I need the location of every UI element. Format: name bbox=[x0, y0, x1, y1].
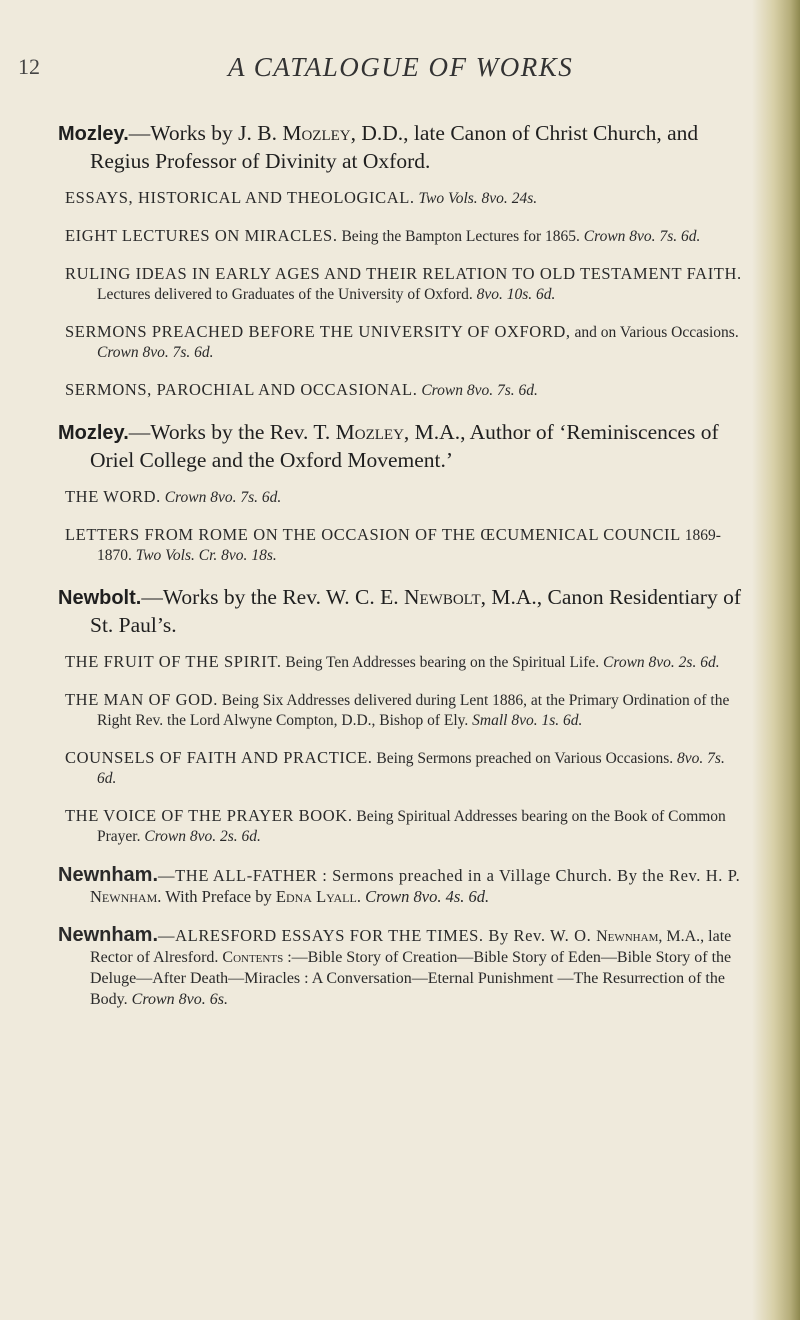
work-price: 10s. 6d. bbox=[506, 286, 556, 303]
work-price: 7s. 6d. bbox=[659, 228, 701, 245]
work-description: —THE ALL-FATHER : Sermons preached in a Village Church. By the Rev. H. P. bbox=[158, 866, 741, 885]
author-block-newnham-wo bbox=[58, 925, 746, 1010]
author-surname: Mozley. bbox=[58, 422, 129, 444]
page-header bbox=[0, 52, 800, 92]
work-entry bbox=[58, 226, 746, 247]
work-title: THE MAN OF GOD. bbox=[65, 690, 218, 709]
work-format: Crown 8vo. bbox=[164, 489, 237, 506]
work-entry bbox=[58, 322, 746, 363]
work-format: Crown 8vo. bbox=[421, 382, 494, 399]
author-block-mozley-jb bbox=[58, 120, 746, 401]
author-entry bbox=[58, 419, 746, 474]
page-number: 12 bbox=[18, 54, 40, 79]
work-description: 1869-1870. bbox=[97, 527, 721, 564]
work-description: —ALRESFORD ESSAYS FOR THE TIMES. By Rev. W. O. bbox=[158, 926, 597, 945]
work-description: Being Sermons preached on Various Occasions. bbox=[376, 750, 674, 767]
author-description: , M.A., Canon Residentiary of St. Paul’s. bbox=[90, 585, 741, 637]
author-description: , D.D., late Canon of Christ Church, and Regius Professor of Divinity at Oxford. bbox=[90, 121, 699, 173]
author-description: —Works by the Rev. T. bbox=[128, 420, 336, 444]
work-price: 6s. bbox=[209, 991, 228, 1008]
work-description: Being Ten Addresses bearing on the Spiritual Life. bbox=[285, 654, 600, 671]
running-title: A CATALOGUE OF WORKS bbox=[228, 52, 574, 82]
work-title: SERMONS, PAROCHIAL AND OCCASIONAL. bbox=[65, 380, 418, 399]
author-surname: Newbolt. bbox=[58, 587, 142, 609]
work-description: :—Bible Story of Creation—Bible Story of Eden—Bible Story of the Deluge—After Death—Miracles : A Conversation—Eternal Punishment —The Resurrection of the Body. bbox=[90, 949, 732, 1008]
work-description: Being Spiritual Addresses bearing on the Book of Common Prayer. bbox=[97, 808, 726, 845]
author-name: Newbolt bbox=[403, 585, 481, 609]
work-title: THE FRUIT OF THE SPIRIT. bbox=[65, 652, 282, 671]
author-name: Mozley bbox=[282, 121, 351, 145]
author-description: —Works by the Rev. W. C. E. bbox=[141, 585, 404, 609]
work-format: Crown 8vo. bbox=[131, 991, 206, 1008]
work-entry bbox=[58, 806, 746, 847]
work-format: Small 8vo. bbox=[472, 712, 538, 729]
work-title: EIGHT LECTURES ON MIRACLES. bbox=[65, 226, 338, 245]
work-format: 8vo. bbox=[476, 286, 503, 303]
work-entry bbox=[58, 690, 746, 731]
work-title: COUNSELS OF FAITH AND PRACTICE. bbox=[65, 748, 373, 767]
work-entry bbox=[58, 380, 746, 401]
preface-author-name: Edna Lyall bbox=[275, 887, 357, 906]
work-price: 2s. 6d. bbox=[678, 654, 720, 671]
work-entry bbox=[58, 188, 746, 209]
author-surname: Newnham. bbox=[58, 864, 159, 886]
work-entry bbox=[58, 865, 746, 907]
work-format: Crown 8vo. bbox=[583, 228, 656, 245]
catalogue-content bbox=[58, 120, 746, 1028]
page-edge-shadow bbox=[752, 0, 800, 1320]
work-description: Being the Bampton Lectures for 1865. bbox=[341, 228, 580, 245]
work-price: 2s. 6d. bbox=[220, 828, 261, 845]
work-title: SERMONS PREACHED BEFORE THE UNIVERSITY OF OXFORD, bbox=[65, 322, 571, 341]
author-name: Newnham bbox=[596, 928, 659, 945]
work-price: 7s. 6d. bbox=[496, 382, 538, 399]
work-title: THE WORD. bbox=[65, 487, 161, 506]
work-price: 4s. 6d. bbox=[445, 887, 490, 906]
work-price: 7s. 6d. bbox=[172, 344, 214, 361]
work-entry bbox=[58, 487, 746, 508]
author-block-mozley-t bbox=[58, 419, 746, 566]
work-title: ESSAYS, HISTORICAL AND THEOLOGICAL. bbox=[65, 188, 415, 207]
author-description: —Works by J. B. bbox=[128, 121, 283, 145]
work-price: 1s. 6d. bbox=[541, 712, 583, 729]
work-format: Crown 8vo. bbox=[603, 654, 675, 671]
work-format: Crown 8vo. bbox=[144, 828, 217, 845]
work-format: Two Vols. 8vo. bbox=[418, 190, 508, 207]
author-name: Newnham bbox=[90, 887, 158, 906]
work-entry bbox=[58, 925, 746, 1010]
work-format: 8vo. bbox=[677, 750, 704, 767]
work-description: Lectures delivered to Graduates of the University of Oxford. bbox=[97, 286, 473, 303]
author-block-newnham-hp bbox=[58, 865, 746, 907]
work-entry bbox=[58, 264, 746, 305]
work-description: . bbox=[356, 887, 361, 906]
work-title: THE VOICE OF THE PRAYER BOOK. bbox=[65, 806, 353, 825]
work-entry bbox=[58, 652, 746, 673]
contents-label: Contents bbox=[222, 949, 284, 966]
author-entry bbox=[58, 120, 746, 175]
work-price: 7s. 6d. bbox=[240, 489, 282, 506]
work-format: Crown 8vo. bbox=[97, 344, 169, 361]
author-entry bbox=[58, 584, 746, 639]
author-description: , M.A., Author of ‘Reminiscences of Oriel College and the Oxford Movement.’ bbox=[90, 420, 719, 472]
author-name: Mozley bbox=[335, 420, 404, 444]
work-price: 24s. bbox=[511, 190, 538, 207]
work-title: RULING IDEAS IN EARLY AGES AND THEIR RELATION TO OLD TESTAMENT FAITH. bbox=[65, 264, 742, 283]
work-description: and on Various Occasions. bbox=[574, 324, 739, 341]
work-format: Two Vols. Cr. 8vo. bbox=[135, 547, 248, 564]
work-price: 18s. bbox=[251, 547, 277, 564]
author-surname: Newnham. bbox=[58, 924, 159, 946]
work-price: 7s. 6d. bbox=[97, 750, 725, 787]
work-description: . With Preface by bbox=[157, 887, 276, 906]
author-block-newbolt bbox=[58, 584, 746, 847]
work-title: LETTERS FROM ROME ON THE OCCASION OF THE ŒCUMENICAL COUNCIL bbox=[65, 525, 681, 544]
work-description: , M.A., late Rector of Alresford. bbox=[90, 928, 732, 966]
author-surname: Mozley. bbox=[58, 123, 129, 145]
work-entry bbox=[58, 748, 746, 789]
work-description: Being Six Addresses delivered during Lent 1886, at the Primary Ordination of the Right Rev. the Lord Alwyne Compton, D.D., Bishop of Ely. bbox=[97, 692, 730, 729]
work-entry bbox=[58, 525, 746, 566]
work-format: Crown 8vo. bbox=[365, 887, 442, 906]
